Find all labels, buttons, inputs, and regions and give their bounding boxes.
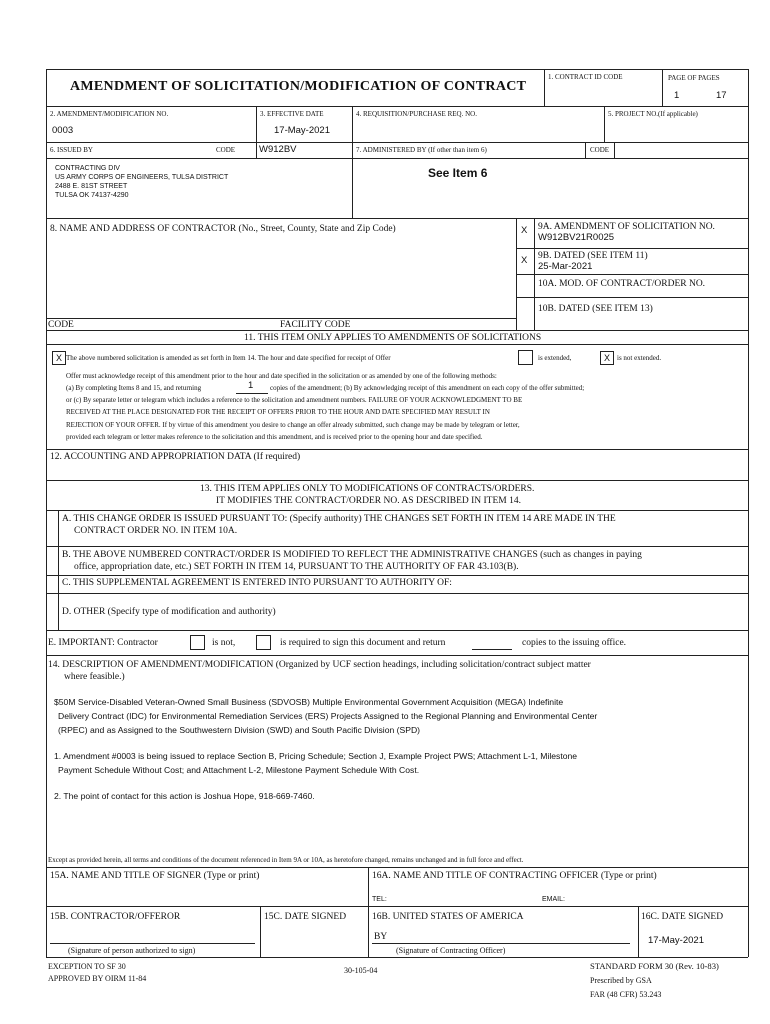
is-required-checkbox[interactable] xyxy=(256,635,271,650)
item13-option-b: B. THE ABOVE NUMBERED CONTRACT/ORDER IS MODIFIED TO REFLECT THE ADMINISTRATIVE CHANGES (such as changes in paying xyxy=(62,550,642,560)
accounting-data-label: 12. ACCOUNTING AND APPROPRIATION DATA (If required) xyxy=(50,452,301,462)
item13-option-c: C. THIS SUPPLEMENTAL AGREEMENT IS ENTERED INTO PURSUANT TO AUTHORITY OF: xyxy=(62,578,452,588)
project-no-label: 5. PROJECT NO.(If applicable) xyxy=(608,110,698,118)
prescribed-text: Prescribed by GSA xyxy=(590,976,652,985)
form-left-border xyxy=(46,69,47,957)
total-pages: 17 xyxy=(716,90,727,101)
effective-date-value: 17-May-2021 xyxy=(274,125,330,136)
is-extended-label: is extended, xyxy=(538,354,572,362)
administered-by-label: 7. ADMINISTERED BY (If other than item 6) xyxy=(356,146,487,154)
contractor-code-label: CODE xyxy=(48,320,74,330)
item9b-checkmark: X xyxy=(521,255,528,266)
usa-label: 16B. UNITED STATES OF AMERICA xyxy=(372,912,524,922)
description-line: (RPEC) and as Assigned to the Southwestern Division (SWD) and South Pacific Division (SPD) xyxy=(58,725,421,735)
important-label: E. IMPORTANT: Contractor xyxy=(48,638,158,648)
issuer-address-line: CONTRACTING DIV xyxy=(55,165,120,172)
facility-code-label: FACILITY CODE xyxy=(280,320,351,330)
signature-person-caption: (Signature of person authorized to sign) xyxy=(68,946,196,955)
is-not-checkbox[interactable] xyxy=(190,635,205,650)
officer-date-signed-value: 17-May-2021 xyxy=(648,935,704,946)
tel-label: TEL: xyxy=(372,896,387,903)
far-text: FAR (48 CFR) 53.243 xyxy=(590,990,662,999)
item11-header: 11. THIS ITEM ONLY APPLIES TO AMENDMENTS OF SOLICITATIONS xyxy=(244,333,542,343)
not-extended-checkbox[interactable]: X xyxy=(600,351,614,365)
description-label: 14. DESCRIPTION OF AMENDMENT/MODIFICATION (Organized by UCF section headings, including solicitation/contract subject matter xyxy=(48,660,591,670)
item11-para: RECEIVED AT THE PLACE DESIGNATED FOR THE RECEIPT OF OFFERS PRIOR TO THE HOUR AND DATE SPECIFIED MAY RESULT IN xyxy=(66,408,490,416)
administered-by-value: See Item 6 xyxy=(428,166,488,180)
item9a-value: W912BV21R0025 xyxy=(538,232,615,243)
amendment-no-label: 2. AMENDMENT/MODIFICATION NO. xyxy=(50,110,169,118)
description-label-cont: where feasible.) xyxy=(64,672,125,682)
exception-text: EXCEPTION TO SF 30 xyxy=(48,962,126,971)
requisition-label: 4. REQUISITION/PURCHASE REQ. NO. xyxy=(356,110,477,118)
is-required-label: is required to sign this document and return xyxy=(280,638,446,648)
issued-code-label: CODE xyxy=(216,146,236,154)
description-line: 2. The point of contact for this action is Joshua Hope, 918-669-7460. xyxy=(54,791,315,801)
item11-para: (a) By completing Items 8 and 15, and returning xyxy=(66,384,202,392)
email-label: EMAIL: xyxy=(542,896,565,903)
issuer-address-line: 2488 E. 81ST STREET xyxy=(55,183,128,190)
item9b-value: 25-Mar-2021 xyxy=(538,261,593,272)
signature-officer-caption: (Signature of Contracting Officer) xyxy=(396,946,506,955)
standard-form-label: STANDARD FORM 30 (Rev. 10-83) xyxy=(590,961,719,971)
description-line: $50M Service-Disabled Veteran-Owned Small Business (SDVOSB) Multiple Environmental Government Acquisition (MEGA) Indefinite xyxy=(54,697,564,707)
solicitation-amended-checkbox[interactable]: X xyxy=(52,351,66,365)
copies-to-return-field[interactable] xyxy=(472,649,512,650)
item11-line1: The above numbered solicitation is amended as set forth in Item 14. The hour and date specified for receipt of Offer xyxy=(66,354,391,362)
form-number: 30-105-04 xyxy=(344,966,378,975)
effective-date-label: 3. EFFECTIVE DATE xyxy=(260,110,324,118)
description-line: Delivery Contract (IDC) for Environmental Remediation Services (ERS) Projects Assigned to the Regional Planning and Environmental Center xyxy=(58,711,598,721)
contractor-date-signed-label: 15C. DATE SIGNED xyxy=(264,912,347,922)
item11-para: Offer must acknowledge receipt of this amendment prior to the hour and date specified in the solicitation or as amended by one of the following methods: xyxy=(66,372,497,380)
is-not-label: is not, xyxy=(212,638,236,648)
officer-signature-line xyxy=(372,943,630,944)
item9a-label: 9A. AMENDMENT OF SOLICITATION NO. xyxy=(538,222,715,232)
item10a-label: 10A. MOD. OF CONTRACT/ORDER NO. xyxy=(538,279,706,289)
by-label: BY xyxy=(374,932,388,942)
contracting-officer-label: 16A. NAME AND TITLE OF CONTRACTING OFFICER (Type or print) xyxy=(372,871,657,881)
approved-text: APPROVED BY OIRM 11-84 xyxy=(48,974,147,983)
description-line: 1. Amendment #0003 is being issued to replace Section B, Pricing Schedule; Section J, Example Project PWS; Attachment L-1, Milestone xyxy=(54,751,578,761)
item11-para: REJECTION OF YOUR OFFER. If by virtue of this amendment you desire to change an offer already submitted, such change may be made by telegram or letter, xyxy=(66,421,520,429)
description-line: Payment Schedule Without Cost; and Attachment L-2, Milestone Payment Schedule With Cost. xyxy=(58,765,420,775)
page-number: 1 xyxy=(674,90,680,101)
item11-para: copies of the amendment; (b) By acknowledging receipt of this amendment on each copy of the offer submitted; xyxy=(270,384,585,392)
item13-header: 13. THIS ITEM APPLIES ONLY TO MODIFICATIONS OF CONTRACTS/ORDERS. xyxy=(200,484,535,494)
item13-subheader: IT MODIFIES THE CONTRACT/ORDER NO. AS DESCRIBED IN ITEM 14. xyxy=(216,496,521,506)
item13-option-b-cont: office, appropriation date, etc.) SET FORTH IN ITEM 14, PURSUANT TO THE AUTHORITY OF FAR 43.103(B). xyxy=(74,562,519,572)
officer-date-signed-label: 16C. DATE SIGNED xyxy=(641,912,724,922)
copies-count: 1 xyxy=(248,380,254,391)
item13-option-a-cont: CONTRACT ORDER NO. IN ITEM 10A. xyxy=(74,526,238,536)
contract-id-label: 1. CONTRACT ID CODE xyxy=(548,73,623,81)
item13-option-d: D. OTHER (Specify type of modification and authority) xyxy=(62,607,276,617)
issued-by-label: 6. ISSUED BY xyxy=(50,146,93,154)
issuer-address-line: US ARMY CORPS OF ENGINEERS, TULSA DISTRICT xyxy=(55,174,229,181)
form-top-border xyxy=(46,69,748,70)
item10b-label: 10B. DATED (SEE ITEM 13) xyxy=(538,304,653,314)
except-statement: Except as provided herein, all terms and conditions of the document referenced in Item 9A or 10A, as heretofore changed, remains unchanged and in full force and effect. xyxy=(48,856,524,864)
item9b-label: 9B. DATED (SEE ITEM 11) xyxy=(538,251,648,261)
not-extended-label: is not extended. xyxy=(617,354,662,362)
contractor-offeror-label: 15B. CONTRACTOR/OFFEROR xyxy=(50,912,181,922)
form-right-border xyxy=(748,69,749,957)
administered-code-label: CODE xyxy=(590,146,610,154)
contractor-signature-line xyxy=(50,943,255,944)
form-title: AMENDMENT OF SOLICITATION/MODIFICATION OF CONTRACT xyxy=(70,79,527,94)
item11-para: provided each telegram or letter makes reference to the solicitation and this amendment, and is received prior to the opening hour and date specified. xyxy=(66,433,483,441)
item9a-checkmark: X xyxy=(521,225,528,236)
contractor-name-label: 8. NAME AND ADDRESS OF CONTRACTOR (No., Street, County, State and Zip Code) xyxy=(50,224,396,234)
signer-name-label: 15A. NAME AND TITLE OF SIGNER (Type or print) xyxy=(50,871,260,881)
item11-para: or (c) By separate letter or telegram which includes a reference to the solicitation and amendment numbers. FAILURE OF YOUR ACKNOWLEDGMENT TO BE xyxy=(66,396,523,404)
copies-issuing-office-label: copies to the issuing office. xyxy=(522,638,627,648)
is-extended-checkbox[interactable] xyxy=(518,350,533,365)
issued-code-value: W912BV xyxy=(259,144,297,155)
issuer-address-line: TULSA OK 74137-4290 xyxy=(55,192,129,199)
page-of-pages-label: PAGE OF PAGES xyxy=(668,74,720,82)
item13-option-a: A. THIS CHANGE ORDER IS ISSUED PURSUANT TO: (Specify authority) THE CHANGES SET FORTH IN ITEM 14 ARE MADE IN THE xyxy=(62,514,616,524)
amendment-no-value: 0003 xyxy=(52,125,74,136)
